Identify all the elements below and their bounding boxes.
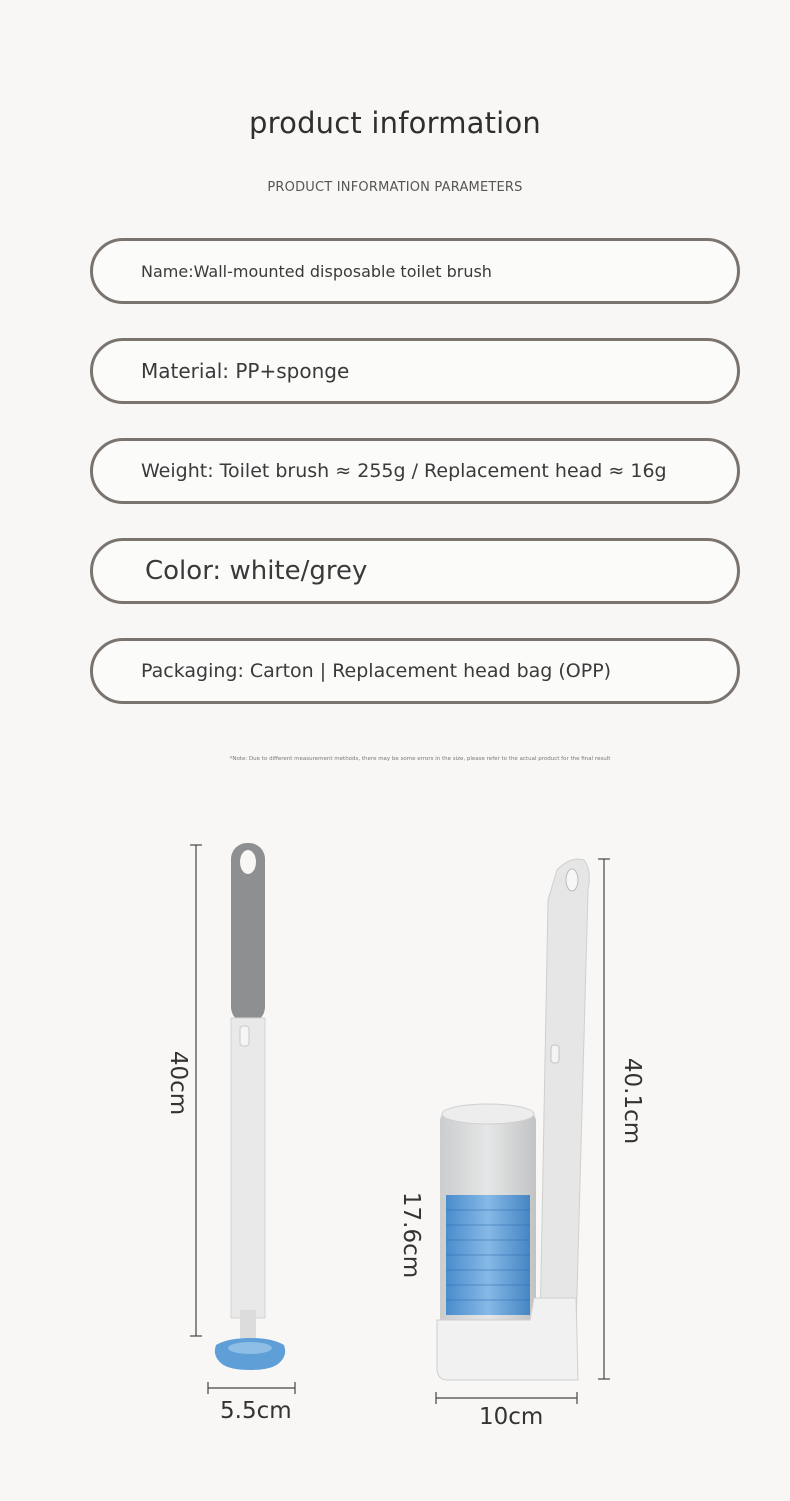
holder-width-label: 10cm [479,1404,544,1430]
spec-weight-text: Weight: Toilet brush ≈ 255g / Replacement head ≈ 16g [141,460,667,482]
spec-material-text: Material: PP+sponge [141,359,350,383]
spec-color-text: Color: white/grey [145,556,368,586]
brush-width-dimension-line [208,1382,295,1394]
spec-packaging-text: Packaging: Carton | Replacement head bag (OPP) [141,660,612,682]
measurement-note: *Note: Due to different measurement methods, there may be some errors in the size, please refer to the actual product for the final result [229,756,611,762]
page-subtitle: PRODUCT INFORMATION PARAMETERS [267,180,523,195]
brush-height-label: 40cm [165,1050,192,1116]
total-height-dimension-line [598,859,610,1379]
holder-width-dimension-line [436,1392,577,1404]
toilet-brush-standalone [215,843,285,1370]
page-title: product information [249,106,541,140]
holder-height-label: 17.6cm [398,1191,425,1279]
brush-width-label: 5.5cm [220,1398,292,1424]
toilet-brush-with-holder [437,859,589,1380]
total-height-label: 40.1cm [619,1057,646,1145]
brush-height-dimension-line [190,845,202,1336]
spec-name-text: Name:Wall-mounted disposable toilet brush [141,261,492,281]
